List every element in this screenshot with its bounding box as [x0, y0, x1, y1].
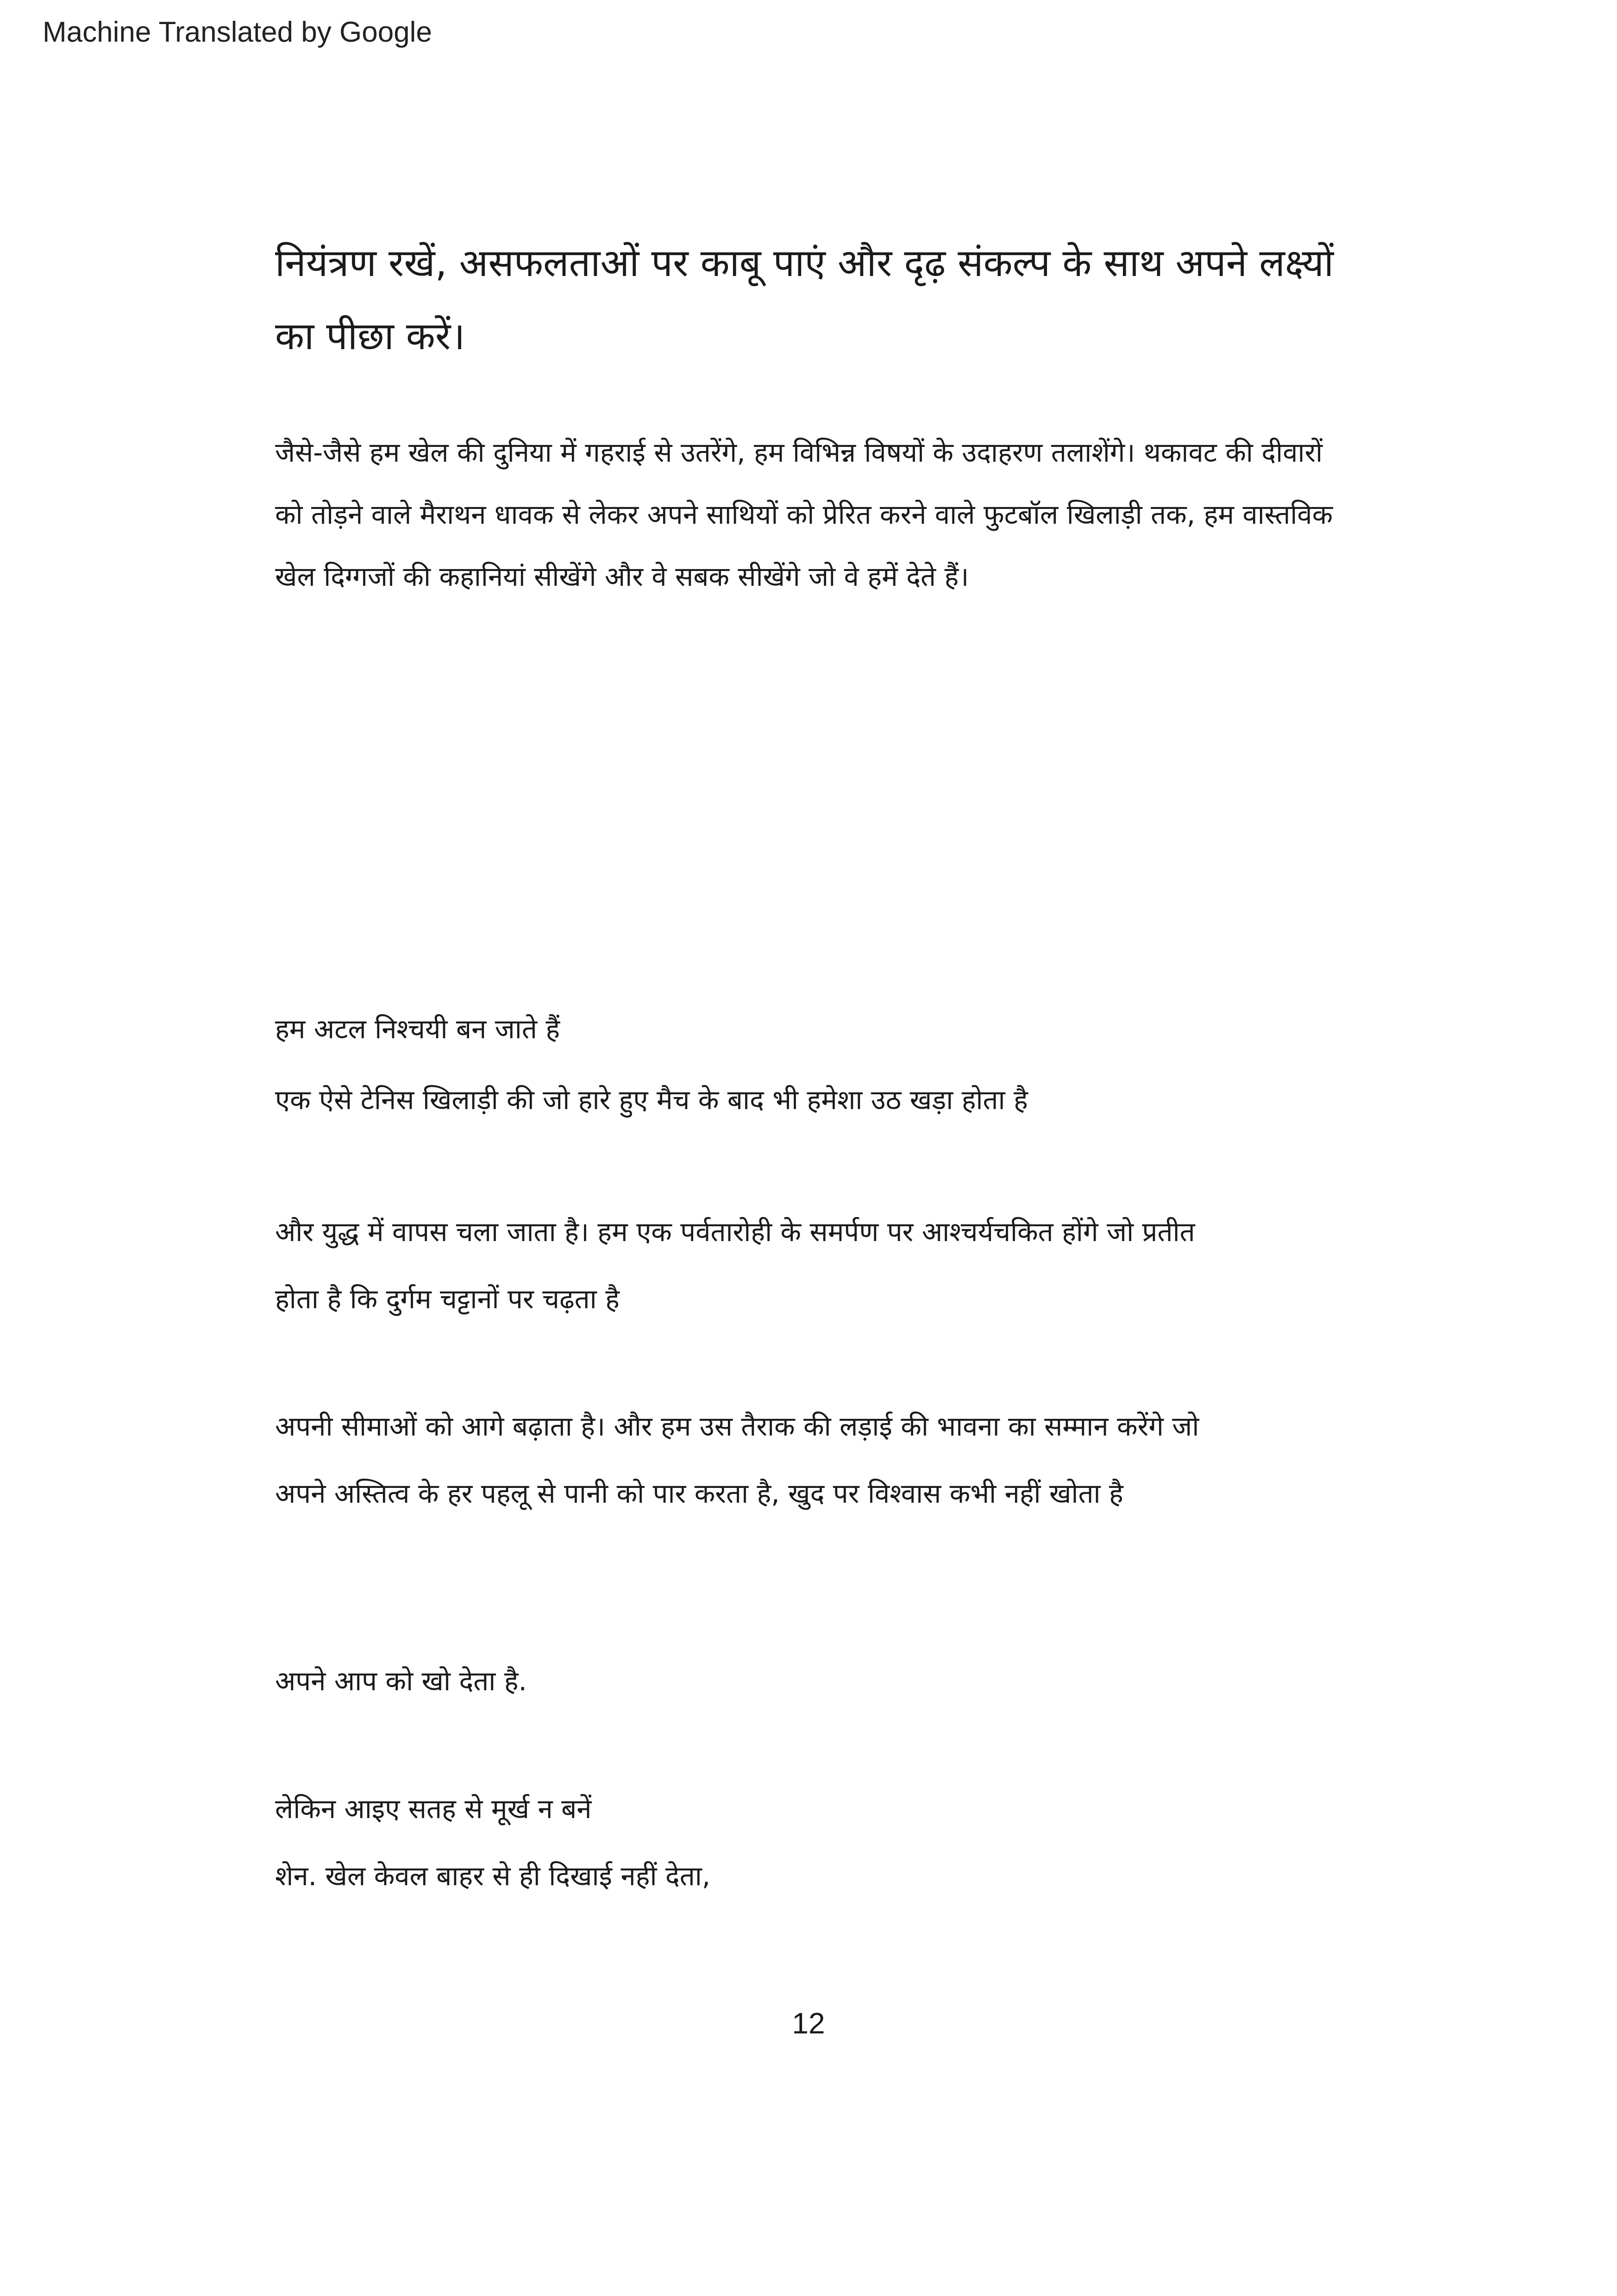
text-line: और युद्ध में वापस चला जाता है। हम एक पर्वतारोही के समर्पण पर आश्चर्यचकित होंगे जो प्रतीत — [275, 1216, 1195, 1248]
page-number: 12 — [792, 2007, 825, 2040]
text-line: एक ऐसे टेनिस खिलाड़ी की जो हारे हुए मैच के बाद भी हमेशा उठ खड़ा होता है — [275, 1084, 1028, 1116]
text-line: हम अटल निश्चयी बन जाते हैं — [275, 1013, 560, 1045]
intro-paragraph: जैसे-जैसे हम खेल की दुनिया में गहराई से उतरेंगे, हम विभिन्न विषयों के उदाहरण तलाशेंगे। थकावट की दीवारों को तोड़ने वाले मैराथन धावक से लेकर अपने साथियों को प्रेरित करने वाले फुटबॉल खिलाड़ी तक, हम वास्तविक खेल दिग्गजों की कहानियां सीखेंगे और वे सबक सीखेंगे जो वे हमें देते हैं। — [275, 437, 1333, 592]
text-line: अपनी सीमाओं को आगे बढ़ाता है। और हम उस तैराक की लड़ाई की भावना का सम्मान करेंगे जो — [275, 1411, 1199, 1442]
text-line: लेकिन आइए सतह से मूर्ख न बनें — [275, 1793, 592, 1825]
page-heading: नियंत्रण रखें, असफलताओं पर काबू पाएं और दृढ़ संकल्प के साथ अपने लक्ष्यों का पीछा करें। — [275, 241, 1334, 358]
text-line: शेन. खेल केवल बाहर से ही दिखाई नहीं देता, — [275, 1860, 711, 1892]
text-line: अपने अस्तित्व के हर पहलू से पानी को पार करता है, खुद पर विश्वास कभी नहीं खोता है — [275, 1478, 1123, 1509]
machine-translation-note: Machine Translated by Google — [43, 16, 432, 48]
text-line: अपने आप को खो देता है. — [275, 1665, 527, 1697]
text-line: होता है कि दुर्गम चट्टानों पर चढ़ता है — [275, 1283, 620, 1315]
